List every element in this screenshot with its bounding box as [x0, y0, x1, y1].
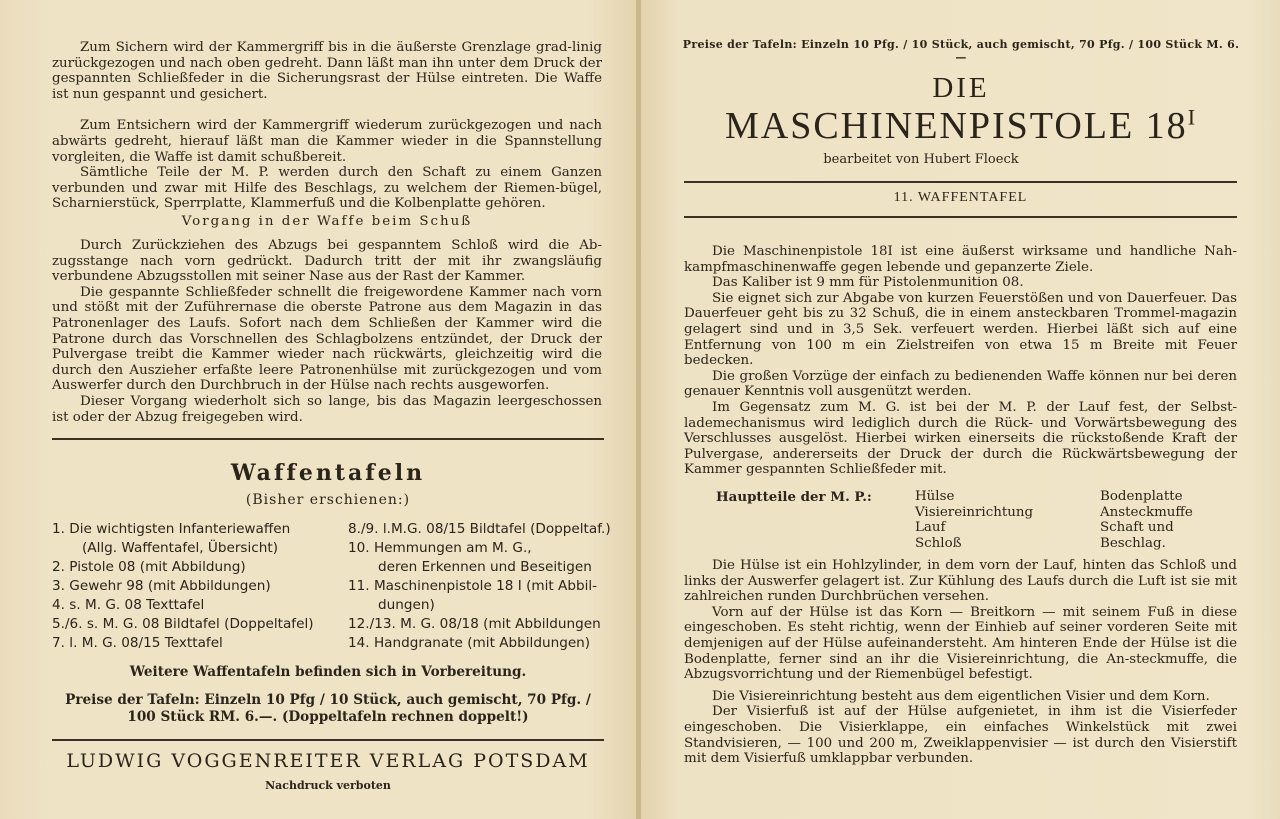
publisher-name: LUDWIG VOGGENREITER VERLAG POTSDAM	[66, 750, 590, 772]
left-body-bottom	[52, 238, 602, 425]
paragraph-visier: Die Visiereinrichtung besteht aus dem eigentlichen Visier und dem Korn.	[712, 688, 1210, 704]
list-item: Bodenplatte	[1100, 489, 1183, 504]
paragraph-intro: Die Maschinenpistole 18I ist eine äußerst wirksame und handliche Nah-kampfmaschinenwaffe gegen lebende und gepanzerte Ziele.	[684, 244, 1237, 275]
list-item: 5./6. s. M. G. 08 Bildtafel (Doppeltafel)	[52, 616, 314, 632]
paragraph-schaft: Sämtliche Teile der M. P. werden durch den Schaft zu einem Ganzen verbunden und zwar mit Hilfe des Beschlags, zu welchem der Riemen-bügel, Scharnierstück, Sperrplatte, Klammerfuß und die Kolbenplatte gehören.	[52, 165, 602, 212]
list-item: 10. Hemmungen am M. G.,	[348, 540, 532, 556]
list-item: 11. Maschinenpistole 18 I (mit Abbil-	[348, 578, 598, 594]
list-item: 2. Pistole 08 (mit Abbildung)	[52, 559, 246, 575]
waffentafeln-title: Waffentafeln	[230, 460, 426, 486]
list-item: 8./9. l.M.G. 08/15 Bildtafel (Doppeltaf.)	[348, 521, 611, 537]
left-body-top	[52, 40, 602, 212]
divider-rule	[684, 181, 1237, 183]
author-line: bearbeitet von Hubert Floeck	[823, 152, 1019, 167]
paragraph-schliessfeder: Die gespannte Schließfeder schnellt die freigewordene Kammer nach vorn und stößt mit der Zuführernase die oberste Patrone aus dem Magazin in das Patronenlager des Laufs. Sofort nach dem Schließen der Kammer wird die Patrone durch das Vorschnellen des Schlagbolzens entzündet, der Druck der Pulvergase treibt die Kammer wieder nach rückwärts, gleichzeitig wird die durch den Auszieher erfaßte leere Patronenhülse mit zurückgezogen und vom Auswerfer durch den Durchbruch in der Hülse nach rechts ausgeworfen.	[52, 284, 602, 394]
title-text: MASCHINENPISTOLE 18	[724, 105, 1188, 147]
paragraph-visierfuss: Der Visierfuß ist auf der Hülse aufgenietet, in ihm ist die Visierfeder eingeschoben. Die Visierklappe, ein einfaches Winkelstück mit zwei Standvisieren, — 100 und 200 m, Zweiklappenvisier — ist durch den Visierstift mit dem Visierfuß umklappbar verbunden.	[684, 704, 1237, 767]
list-item: 12./13. M. G. 08/18 (mit Abbildungen	[348, 616, 601, 632]
list-item: Ansteckmuffe	[1100, 504, 1193, 520]
list-item: Beschlag.	[1100, 535, 1166, 551]
paragraph-gegensatz: Im Gegensatz zum M. G. ist bei der M. P. der Lauf fest, der Selbst-lademechanismus wird lediglich durch die Rück- und Vorwärtsbewegung des Verschlusses ausgelöst. Hierbei wirken einerseits die rückstoßende Kraft der Pulvergase, andererseits der Druck der durch die Rückwärtsbewegung der Kammer gespannten Schließfeder mit.	[684, 399, 1237, 478]
paragraph-korn: Vorn auf der Hülse ist das Korn — Breitkorn — mit seinem Fuß in diese eingeschoben. Es steht richtig, wenn der Einhieb auf seiner vorderen Seite mit demjenigen auf der Hülse aufeinandersteht. Am hinteren Ende der Hülse ist die Bodenplatte, ferner sind an ihr die Visiereinrichtung, die An-steckmuffe, die Abzugsvorrichtung und der Riemenbügel befestigt.	[684, 604, 1237, 683]
divider-rule	[52, 739, 604, 741]
paragraph-kaliber: Das Kaliber ist 9 mm für Pistolenmunition 08.	[712, 275, 1024, 291]
series-list-left	[52, 520, 314, 653]
list-item: (Allg. Waffentafel, Übersicht)	[82, 540, 279, 556]
list-item: deren Erkennen und Beseitigen	[378, 559, 592, 575]
preise-line-2: 100 Stück RM. 6.—. (Doppeltafeln rechnen doppelt!)	[127, 709, 529, 725]
divider-rule	[52, 438, 604, 440]
bisher-erschienen: (Bisher erschienen:)	[245, 492, 411, 508]
right-body-top	[684, 244, 1237, 478]
page-title	[681, 104, 1241, 148]
list-item: 7. l. M. G. 08/15 Texttafel	[52, 635, 223, 651]
list-item: 14. Handgranate (mit Abbildungen)	[348, 635, 591, 651]
tafel-number: 11. WAFFENTAFEL	[893, 190, 1028, 205]
parts-column-2	[1100, 489, 1193, 551]
left-page	[0, 0, 638, 819]
paragraph-feuer: Sie eignet sich zur Abgabe von kurzen Feuerstößen und von Dauerfeuer. Das Dauerfeuer geht bis zu 32 Schuß, die in einem ansteckbaren Trommel-magazin gelagert sind und in 3,5 Sek. verfeuert werden. Hierbei läßt sich auf eine Entfernung von 100 m ein Zielstreifen von etwa 15 m Breite mit Feuer bedecken.	[684, 290, 1237, 369]
series-list-right	[348, 520, 611, 653]
parts-column-1	[915, 489, 1033, 551]
list-item: 4. s. M. G. 08 Texttafel	[52, 597, 205, 613]
list-item: dungen)	[378, 597, 435, 613]
list-item: Hülse	[915, 489, 955, 504]
copyright-note: Nachdruck verboten	[265, 779, 391, 792]
title-superscript: I	[1187, 104, 1198, 130]
list-item: 3. Gewehr 98 (mit Abbildungen)	[52, 578, 271, 594]
divider-rule	[684, 216, 1237, 218]
right-body-bottom	[684, 558, 1237, 767]
weitere-note: Weitere Waffentafeln befinden sich in Vorbereitung.	[129, 664, 527, 680]
paragraph-vorzuege: Die großen Vorzüge der einfach zu bedienenden Waffe können nur bei deren genauer Kenntnis voll ausgenützt werden.	[684, 368, 1237, 400]
list-item: Lauf	[915, 520, 946, 536]
list-item: 1. Die wichtigsten Infanteriewaffen	[52, 521, 291, 537]
paragraph-wiederholt: Dieser Vorgang wiederholt sich so lange, bis das Magazin leergeschossen ist oder der Abzug freigegeben wird.	[52, 393, 602, 425]
paragraph-huelse: Die Hülse ist ein Hohlzylinder, in dem vorn der Lauf, hinten das Schloß und links der Auswerfer gelagert ist. Zur Kühlung des Laufs durch die Luft ist sie mit zahlreichen runden Durchbrüchen versehen.	[684, 558, 1237, 605]
parts-heading: Hauptteile der M. P.:	[716, 489, 872, 505]
preise-line-1: Preise der Tafeln: Einzeln 10 Pfg / 10 Stück, auch gemischt, 70 Pfg. /	[65, 692, 591, 708]
heading-vorgang: Vorgang in der Waffe beim Schuß	[181, 214, 473, 229]
paragraph-entsichern: Zum Entsichern wird der Kammergriff wiederum zurückgezogen und nach abwärts gedreht, hierauf läßt man die Kammer wieder in die Spannstellung vorgleiten, die Waffe ist damit schußbereit.	[52, 118, 602, 165]
right-page	[641, 0, 1280, 819]
list-item: Schaft und	[1100, 520, 1174, 536]
title-die: DIE	[932, 72, 990, 104]
list-item: Schloß	[915, 535, 962, 551]
list-item: Visiereinrichtung	[915, 504, 1034, 520]
price-header: Preise der Tafeln: Einzeln 10 Pfg. / 10 Stück, auch gemischt, 70 Pfg. / 100 Stück M. 6.—	[682, 38, 1240, 64]
paragraph-abzug: Durch Zurückziehen des Abzugs bei gespanntem Schloß wird die Ab-zugsstange nach vorn gedrückt. Dadurch tritt der mit ihr zwangsläufig verbundene Abzugsstollen mit seiner Nase aus der Rast der Kammer.	[52, 238, 602, 285]
paragraph-sichern: Zum Sichern wird der Kammergriff bis in die äußerste Grenzlage grad-linig zurückgezogen und nach oben gedreht. Dann läßt man ihn unter dem Druck der gespannten Schließfeder in die Sicherungsrast der Hülse eintreten. Die Waffe ist nun gespannt und gesichert.	[52, 40, 602, 102]
